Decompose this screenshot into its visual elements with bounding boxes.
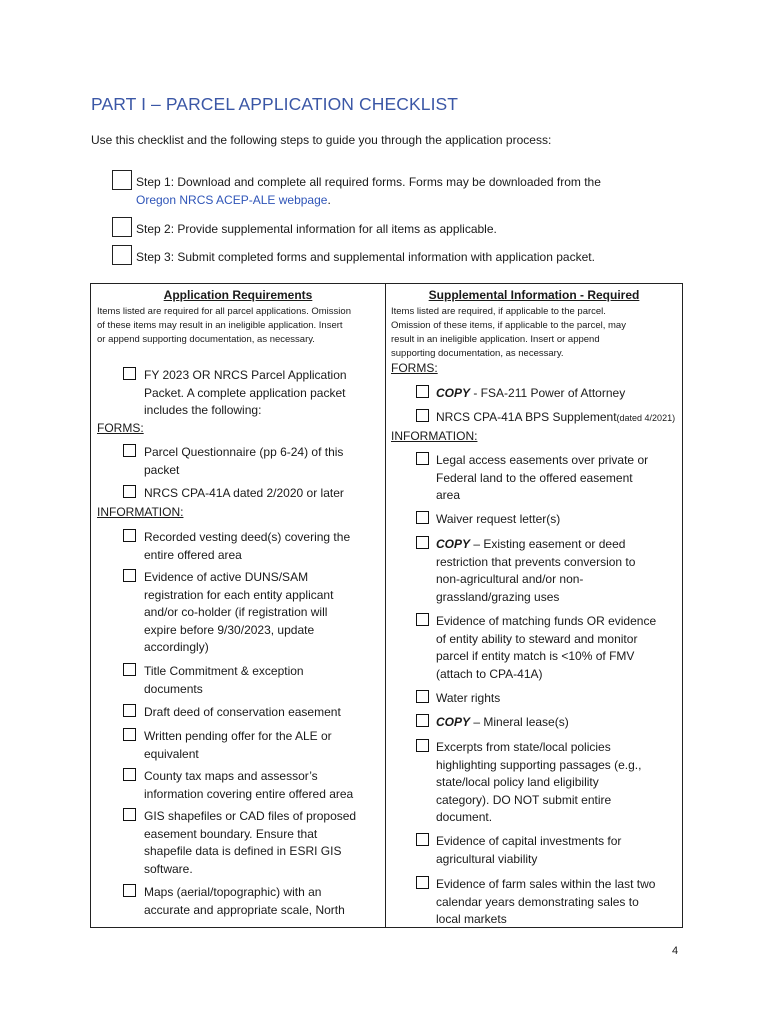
step-3: [112, 248, 595, 266]
right-item-7: Water rights: [416, 690, 500, 708]
step-2-checkbox[interactable]: [112, 217, 132, 237]
page-number: 4: [672, 945, 679, 957]
left-item-8-checkbox[interactable]: [123, 728, 136, 741]
right-forms-label: FORMS:: [391, 361, 438, 375]
left-note: Items listed are required for all parcel applications. Omission of these items may result in an ineligible application. Insert or append supporting documentation, as necessary.: [97, 306, 351, 345]
right-item-3-checkbox[interactable]: [416, 452, 429, 465]
application-requirements-heading: Application Requirements: [163, 288, 313, 302]
step-1: Step 1: Download and complete all required forms. Forms may be downloaded from the Oregon NRCS ACEP-ALE webpage.: [112, 173, 601, 209]
step-2-label: Step 2: Provide supplemental information for all items as applicable.: [136, 222, 497, 236]
right-item-9-checkbox[interactable]: [416, 739, 429, 752]
right-item-10: Evidence of capital investments for agricultural viability: [416, 833, 621, 868]
step-3-checkbox[interactable]: [112, 245, 132, 265]
left-item-10-checkbox[interactable]: [123, 808, 136, 821]
right-item-4: Waiver request letter(s): [416, 511, 560, 529]
right-item-6-checkbox[interactable]: [416, 613, 429, 626]
step-1-checkbox[interactable]: [112, 170, 132, 190]
supplemental-information-heading: Supplemental Information - Required: [428, 288, 640, 302]
left-item-3: NRCS CPA-41A dated 2/2020 or later: [123, 485, 344, 503]
left-item-6-checkbox[interactable]: [123, 663, 136, 676]
left-item-11: Maps (aerial/topographic) with an accurate and appropriate scale, North: [123, 884, 345, 919]
left-item-5-checkbox[interactable]: [123, 569, 136, 582]
left-item-1: FY 2023 OR NRCS Parcel Application Packet. A complete application packet includes the following:: [123, 367, 347, 420]
left-item-4: Recorded vesting deed(s) covering the entire offered area: [123, 529, 350, 564]
right-item-2-checkbox[interactable]: [416, 409, 429, 422]
left-item-4-checkbox[interactable]: [123, 529, 136, 542]
right-item-10-checkbox[interactable]: [416, 833, 429, 846]
right-item-3: Legal access easements over private or Federal land to the offered easement area: [416, 452, 648, 505]
left-item-10: GIS shapefiles or CAD files of proposed easement boundary. Ensure that shapefile data is defined in ESRI GIS software.: [123, 808, 356, 878]
right-item-5: COPY – Existing easement or deed restriction that prevents conversion to non-agricultural and/or non- grassland/grazing uses: [416, 536, 635, 606]
left-item-1-checkbox[interactable]: [123, 367, 136, 380]
page-title: PART I – PARCEL APPLICATION CHECKLIST: [91, 94, 459, 114]
left-item-9-checkbox[interactable]: [123, 768, 136, 781]
right-item-2: NRCS CPA-41A BPS Supplement(dated 4/2021): [416, 409, 675, 428]
left-item-3-checkbox[interactable]: [123, 485, 136, 498]
intro-text: Use this checklist and the following steps to guide you through the application process:: [91, 133, 552, 147]
right-item-8-checkbox[interactable]: [416, 714, 429, 727]
right-note: Items listed are required, if applicable to the parcel. Omission of these items, if applicable to the parcel, may result in an ineligible application. Insert or append supporting documentation, as necessary.: [391, 306, 626, 359]
left-item-6: Title Commitment & exception documents: [123, 663, 304, 698]
left-item-7: Draft deed of conservation easement: [123, 704, 341, 722]
step-1-label: Step 1: Download and complete all required forms. Forms may be downloaded from the: [136, 175, 601, 189]
left-item-8: Written pending offer for the ALE or equivalent: [123, 728, 332, 763]
left-item-2-checkbox[interactable]: [123, 444, 136, 457]
column-divider: [385, 284, 386, 927]
right-item-9: Excerpts from state/local policies highlighting supporting passages (e.g., state/local policy land eligibility category). DO NOT submit entire document.: [416, 739, 641, 827]
left-forms-label: FORMS:: [97, 421, 144, 435]
right-item-7-checkbox[interactable]: [416, 690, 429, 703]
left-information-label: INFORMATION:: [97, 505, 184, 519]
left-item-2: Parcel Questionnaire (pp 6-24) of this packet: [123, 444, 343, 479]
right-item-5-checkbox[interactable]: [416, 536, 429, 549]
right-item-1: COPY - FSA-211 Power of Attorney: [416, 385, 625, 403]
step-2: [112, 220, 497, 238]
left-item-5: Evidence of active DUNS/SAM registration for each entity applicant and/or co-holder (if registration will expire before 9/30/2023, update accordingly): [123, 569, 333, 657]
left-item-7-checkbox[interactable]: [123, 704, 136, 717]
right-item-8: COPY – Mineral lease(s): [416, 714, 569, 732]
left-item-11-checkbox[interactable]: [123, 884, 136, 897]
left-item-9: County tax maps and assessor’s information covering entire offered area: [123, 768, 353, 803]
right-item-1-checkbox[interactable]: [416, 385, 429, 398]
right-item-11-checkbox[interactable]: [416, 876, 429, 889]
requirements-table: [90, 283, 683, 928]
acep-ale-webpage-link[interactable]: Oregon NRCS ACEP-ALE webpage: [136, 193, 328, 207]
right-item-6: Evidence of matching funds OR evidence of entity ability to steward and monitor parcel if entity match is <10% of FMV (attach to CPA-41A): [416, 613, 656, 683]
step-3-label: Step 3: Submit completed forms and supplemental information with application packet.: [136, 250, 595, 264]
right-item-4-checkbox[interactable]: [416, 511, 429, 524]
right-information-label: INFORMATION:: [391, 429, 478, 443]
right-item-11: Evidence of farm sales within the last two calendar years demonstrating sales to local markets: [416, 876, 655, 929]
